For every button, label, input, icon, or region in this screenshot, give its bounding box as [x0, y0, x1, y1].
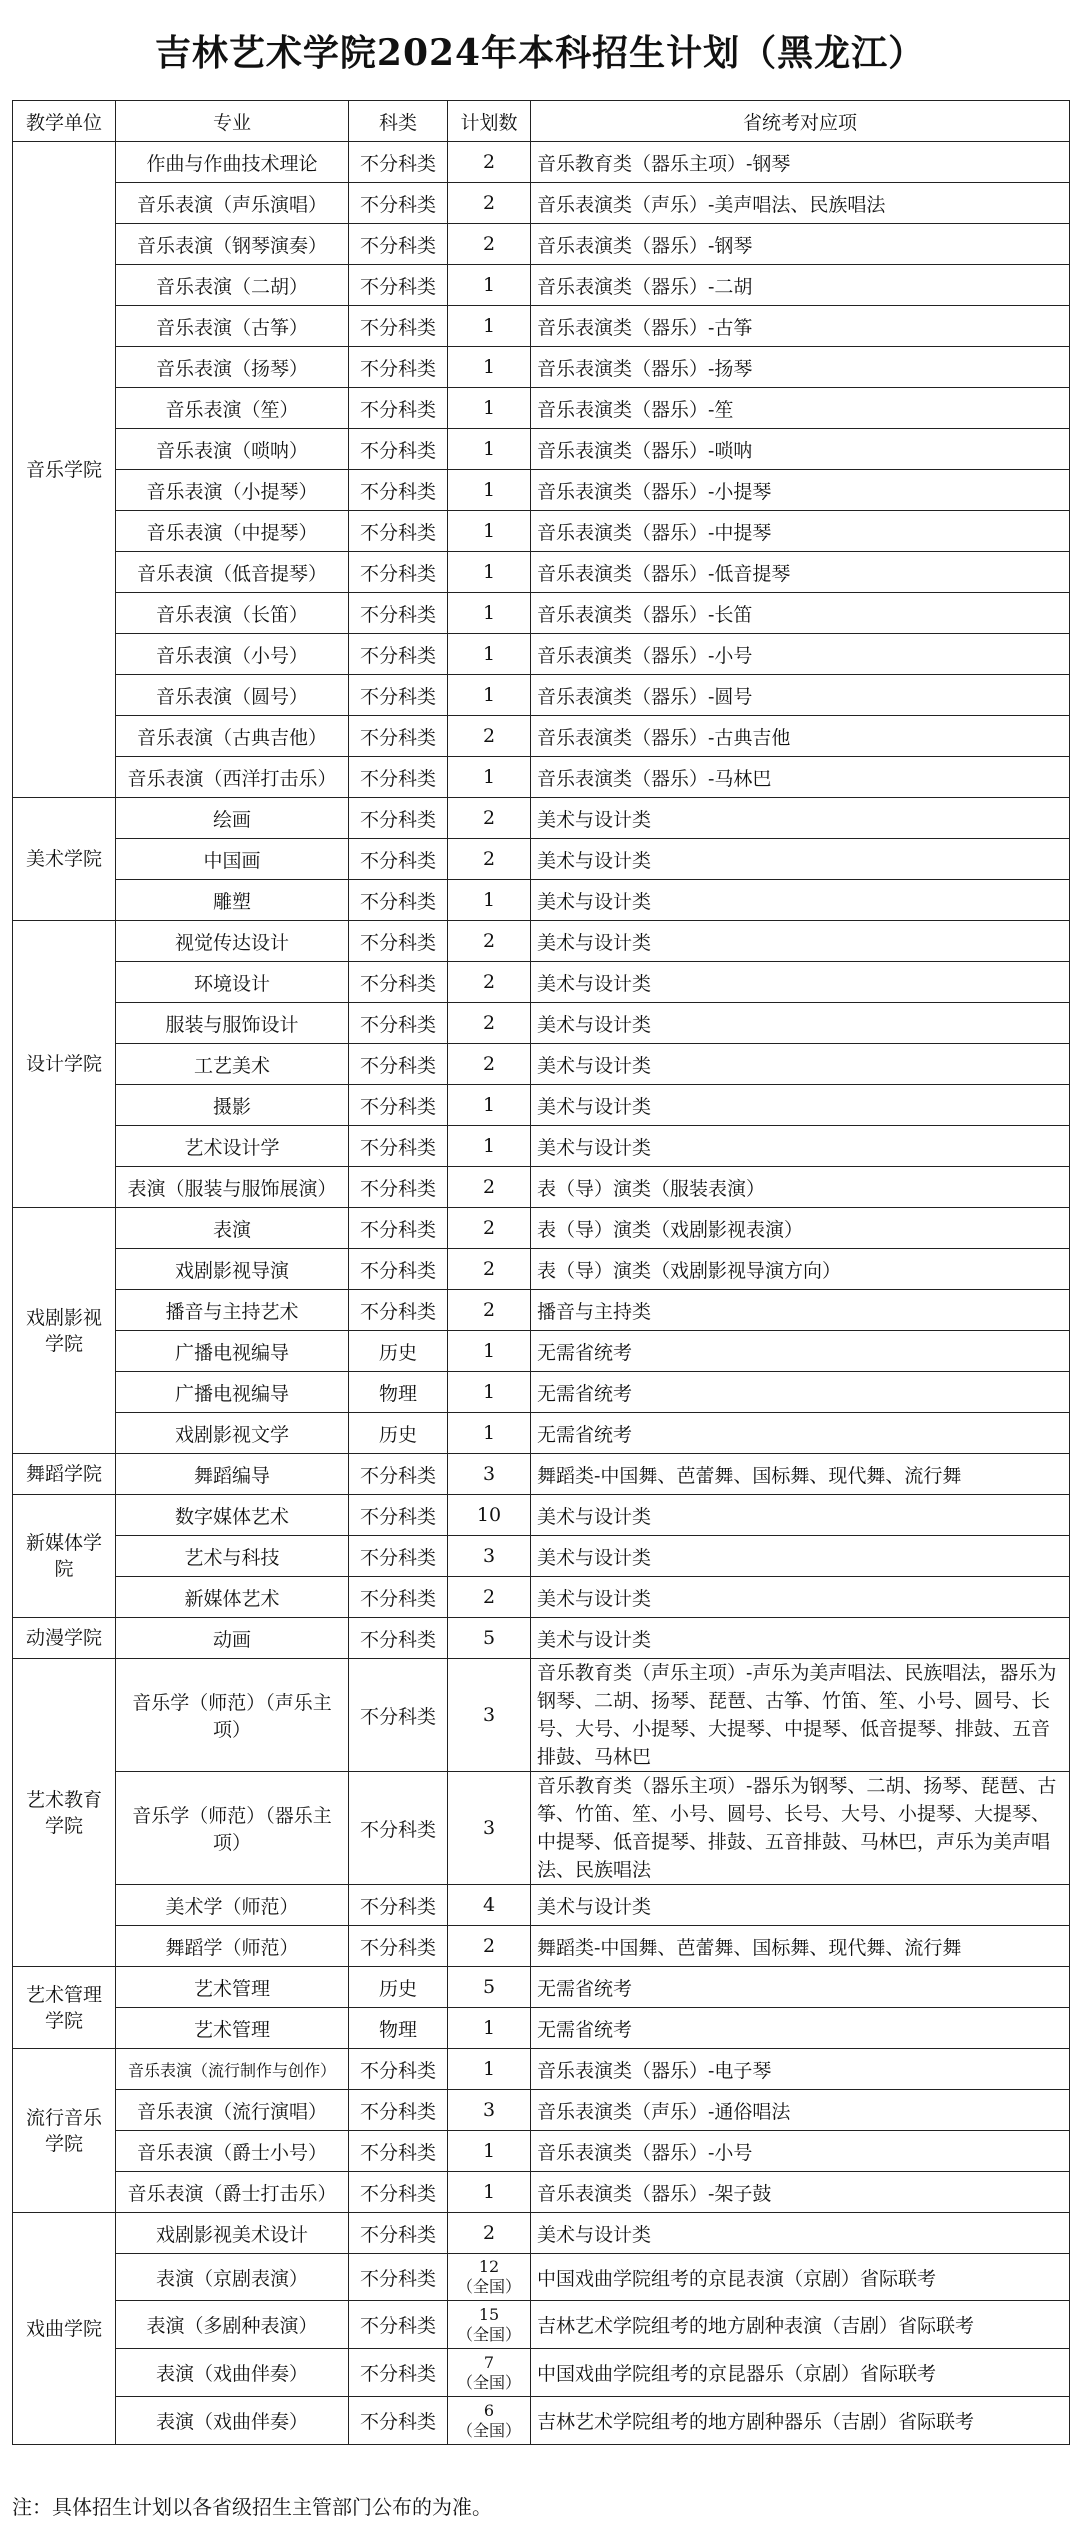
- major-cell: 广播电视编导: [116, 1372, 349, 1413]
- subject-cell: 不分科类: [349, 1885, 448, 1926]
- subject-cell: 物理: [349, 1372, 448, 1413]
- plan-cell: 1: [448, 429, 531, 470]
- header-plan: 计划数: [448, 101, 531, 142]
- subject-cell: 不分科类: [349, 224, 448, 265]
- exam-cell: 音乐表演类（器乐）-架子鼓: [531, 2172, 1070, 2213]
- major-cell: 音乐表演（钢琴演奏）: [116, 224, 349, 265]
- subject-cell: 不分科类: [349, 757, 448, 798]
- plan-cell: 1: [448, 265, 531, 306]
- table-row: [13, 1208, 1070, 1249]
- exam-cell: 音乐表演类（器乐）-扬琴: [531, 347, 1070, 388]
- table-row: [13, 798, 1070, 839]
- major-cell: 音乐表演（圆号）: [116, 675, 349, 716]
- subject-cell: 不分科类: [349, 1126, 448, 1167]
- exam-cell: 音乐表演类（声乐）-通俗唱法: [531, 2090, 1070, 2131]
- exam-cell: 音乐表演类（器乐）-圆号: [531, 675, 1070, 716]
- subject-cell: 不分科类: [349, 1926, 448, 1967]
- footnote: 注：具体招生计划以各省级招生主管部门公布的为准。: [12, 2495, 492, 2519]
- table-row: [13, 1885, 1070, 1926]
- plan-cell: 5: [448, 1618, 531, 1659]
- plan-cell: 2: [448, 183, 531, 224]
- exam-cell: 音乐表演类（声乐）-美声唱法、民族唱法: [531, 183, 1070, 224]
- major-cell: 作曲与作曲技术理论: [116, 142, 349, 183]
- plan-cell: 2: [448, 1044, 531, 1085]
- table-row: [13, 1618, 1070, 1659]
- table-row: [13, 347, 1070, 388]
- subject-cell: 不分科类: [349, 839, 448, 880]
- plan-scope-note: （全国）: [456, 2372, 521, 2392]
- plan-cell: 3: [448, 1659, 531, 1772]
- subject-cell: 不分科类: [349, 2131, 448, 2172]
- unit-cell: 动漫学院: [13, 1618, 116, 1659]
- plan-cell: 1: [448, 2172, 531, 2213]
- plan-cell: 1: [448, 1372, 531, 1413]
- exam-cell: 表（导）演类（戏剧影视表演）: [531, 1208, 1070, 1249]
- major-cell: 新媒体艺术: [116, 1577, 349, 1618]
- plan-cell: 2: [448, 2213, 531, 2254]
- major-cell: 表演（戏曲伴奏）: [116, 2397, 349, 2445]
- plan-cell: 1: [448, 511, 531, 552]
- major-cell: 音乐学（师范）（声乐主项）: [116, 1659, 349, 1772]
- table-row: [13, 1495, 1070, 1536]
- subject-cell: 不分科类: [349, 2213, 448, 2254]
- subject-cell: 不分科类: [349, 2349, 448, 2397]
- subject-cell: 不分科类: [349, 2090, 448, 2131]
- exam-cell: 吉林艺术学院组考的地方剧种器乐（吉剧）省际联考: [531, 2397, 1070, 2445]
- exam-cell: 中国戏曲学院组考的京昆器乐（京剧）省际联考: [531, 2349, 1070, 2397]
- subject-cell: 历史: [349, 1331, 448, 1372]
- table-row: [13, 429, 1070, 470]
- table-row: [13, 224, 1070, 265]
- major-cell: 绘画: [116, 798, 349, 839]
- major-cell: 数字媒体艺术: [116, 1495, 349, 1536]
- major-cell: 播音与主持艺术: [116, 1290, 349, 1331]
- subject-cell: 不分科类: [349, 2172, 448, 2213]
- subject-cell: 不分科类: [349, 593, 448, 634]
- subject-cell: 不分科类: [349, 1772, 448, 1885]
- plan-cell: 1: [448, 552, 531, 593]
- major-cell: 表演（多剧种表演）: [116, 2301, 349, 2349]
- subject-cell: 不分科类: [349, 388, 448, 429]
- subject-cell: 不分科类: [349, 1003, 448, 1044]
- subject-cell: 不分科类: [349, 306, 448, 347]
- header-exam: 省统考对应项: [531, 101, 1070, 142]
- major-cell: 音乐表演（低音提琴）: [116, 552, 349, 593]
- plan-cell: 1: [448, 1331, 531, 1372]
- major-cell: 雕塑: [116, 880, 349, 921]
- exam-cell: 无需省统考: [531, 1372, 1070, 1413]
- plan-cell: 2: [448, 962, 531, 1003]
- unit-cell: 戏剧影视学院: [13, 1208, 116, 1454]
- major-cell: 视觉传达设计: [116, 921, 349, 962]
- table-row: [13, 757, 1070, 798]
- major-cell: 动画: [116, 1618, 349, 1659]
- unit-cell: 美术学院: [13, 798, 116, 921]
- plan-cell: [448, 2301, 531, 2349]
- exam-cell: 吉林艺术学院组考的地方剧种表演（吉剧）省际联考: [531, 2301, 1070, 2349]
- table-row: [13, 1249, 1070, 1290]
- major-cell: 音乐表演（扬琴）: [116, 347, 349, 388]
- major-cell: 音乐表演（唢呐）: [116, 429, 349, 470]
- table-row: [13, 1167, 1070, 1208]
- plan-scope-note: （全国）: [456, 2277, 521, 2296]
- plan-cell: 1: [448, 880, 531, 921]
- subject-cell: 不分科类: [349, 511, 448, 552]
- table-row: [13, 552, 1070, 593]
- subject-cell: 不分科类: [349, 1618, 448, 1659]
- plan-cell: 2: [448, 1249, 531, 1290]
- major-cell: 音乐表演（爵士打击乐）: [116, 2172, 349, 2213]
- major-cell: 音乐表演（流行演唱）: [116, 2090, 349, 2131]
- table-row: [13, 265, 1070, 306]
- unit-cell: 艺术管理学院: [13, 1967, 116, 2049]
- subject-cell: 不分科类: [349, 1249, 448, 1290]
- plan-cell: 1: [448, 634, 531, 675]
- major-cell: 音乐表演（爵士小号）: [116, 2131, 349, 2172]
- exam-cell: 美术与设计类: [531, 1536, 1070, 1577]
- plan-cell: 1: [448, 2131, 531, 2172]
- major-cell: 音乐表演（流行制作与创作）: [116, 2049, 349, 2090]
- subject-cell: 不分科类: [349, 1167, 448, 1208]
- exam-cell: 美术与设计类: [531, 1618, 1070, 1659]
- subject-cell: 不分科类: [349, 634, 448, 675]
- plan-cell: 1: [448, 1085, 531, 1126]
- exam-cell: 美术与设计类: [531, 798, 1070, 839]
- subject-cell: 不分科类: [349, 1290, 448, 1331]
- table-row: [13, 1372, 1070, 1413]
- exam-cell: 音乐表演类（器乐）-钢琴: [531, 224, 1070, 265]
- subject-cell: 不分科类: [349, 1577, 448, 1618]
- major-cell: 艺术设计学: [116, 1126, 349, 1167]
- exam-cell: 美术与设计类: [531, 1577, 1070, 1618]
- major-cell: 音乐表演（二胡）: [116, 265, 349, 306]
- table-row: [13, 2254, 1070, 2301]
- major-cell: 艺术管理: [116, 2008, 349, 2049]
- plan-cell: [448, 2349, 531, 2397]
- plan-cell: 2: [448, 224, 531, 265]
- major-cell: 音乐表演（中提琴）: [116, 511, 349, 552]
- exam-cell: 舞蹈类-中国舞、芭蕾舞、国标舞、现代舞、流行舞: [531, 1454, 1070, 1495]
- subject-cell: 不分科类: [349, 880, 448, 921]
- subject-cell: 不分科类: [349, 962, 448, 1003]
- exam-cell: 表（导）演类（戏剧影视导演方向）: [531, 1249, 1070, 1290]
- plan-cell: 1: [448, 347, 531, 388]
- table-row: [13, 2090, 1070, 2131]
- subject-cell: 不分科类: [349, 2049, 448, 2090]
- table-row: [13, 1454, 1070, 1495]
- header-subject: 科类: [349, 101, 448, 142]
- exam-cell: 舞蹈类-中国舞、芭蕾舞、国标舞、现代舞、流行舞: [531, 1926, 1070, 1967]
- plan-count: 12: [478, 2257, 500, 2276]
- exam-cell: 音乐表演类（器乐）-低音提琴: [531, 552, 1070, 593]
- subject-cell: 历史: [349, 1967, 448, 2008]
- exam-cell: 美术与设计类: [531, 962, 1070, 1003]
- table-row: [13, 470, 1070, 511]
- exam-cell: 美术与设计类: [531, 1885, 1070, 1926]
- subject-cell: 不分科类: [349, 1044, 448, 1085]
- exam-cell: 音乐表演类（器乐）-古典吉他: [531, 716, 1070, 757]
- exam-cell: 美术与设计类: [531, 921, 1070, 962]
- table-row: [13, 1085, 1070, 1126]
- exam-cell: 美术与设计类: [531, 880, 1070, 921]
- table-row: [13, 2349, 1070, 2397]
- major-cell: 美术学（师范）: [116, 1885, 349, 1926]
- exam-cell: 美术与设计类: [531, 1003, 1070, 1044]
- unit-cell: 戏曲学院: [13, 2213, 116, 2445]
- exam-cell: 音乐表演类（器乐）-马林巴: [531, 757, 1070, 798]
- exam-cell: 音乐教育类（声乐主项）-声乐为美声唱法、民族唱法，器乐为钢琴、二胡、扬琴、琵琶、古筝、竹笛、笙、小号、圆号、长号、大号、小提琴、大提琴、中提琴、低音提琴、排鼓、五音排鼓、马林巴: [531, 1659, 1070, 1772]
- major-cell: 表演（京剧表演）: [116, 2254, 349, 2301]
- table-row: [13, 716, 1070, 757]
- table-row: [13, 2131, 1070, 2172]
- major-cell: 舞蹈编导: [116, 1454, 349, 1495]
- plan-cell: 2: [448, 1003, 531, 1044]
- exam-cell: 音乐表演类（器乐）-二胡: [531, 265, 1070, 306]
- exam-cell: 音乐教育类（器乐主项）-钢琴: [531, 142, 1070, 183]
- subject-cell: 不分科类: [349, 716, 448, 757]
- plan-cell: 1: [448, 2049, 531, 2090]
- exam-cell: 表（导）演类（服装表演）: [531, 1167, 1070, 1208]
- header-major: 专业: [116, 101, 349, 142]
- unit-cell: 音乐学院: [13, 142, 116, 798]
- major-cell: 音乐表演（古典吉他）: [116, 716, 349, 757]
- plan-cell: 1: [448, 757, 531, 798]
- plan-cell: [448, 2254, 531, 2301]
- subject-cell: 不分科类: [349, 183, 448, 224]
- major-cell: 服装与服饰设计: [116, 1003, 349, 1044]
- major-cell: 工艺美术: [116, 1044, 349, 1085]
- table-row: [13, 962, 1070, 1003]
- table-row: [13, 1659, 1070, 1772]
- table-row: [13, 1331, 1070, 1372]
- exam-cell: 音乐表演类（器乐）-小提琴: [531, 470, 1070, 511]
- table-row: [13, 593, 1070, 634]
- plan-cell: 3: [448, 1454, 531, 1495]
- plan-cell: 2: [448, 798, 531, 839]
- plan-cell: 2: [448, 1167, 531, 1208]
- table-row: [13, 2301, 1070, 2349]
- plan-cell: 1: [448, 470, 531, 511]
- table-row: [13, 1967, 1070, 2008]
- major-cell: 舞蹈学（师范）: [116, 1926, 349, 1967]
- plan-scope-note: （全国）: [456, 2324, 521, 2344]
- major-cell: 摄影: [116, 1085, 349, 1126]
- exam-cell: 美术与设计类: [531, 1044, 1070, 1085]
- major-cell: 表演: [116, 1208, 349, 1249]
- unit-cell: 艺术教育学院: [13, 1659, 116, 1967]
- major-cell: 音乐表演（笙）: [116, 388, 349, 429]
- exam-cell: 美术与设计类: [531, 1085, 1070, 1126]
- exam-cell: 美术与设计类: [531, 839, 1070, 880]
- major-cell: 音乐表演（长笛）: [116, 593, 349, 634]
- table-row: [13, 1926, 1070, 1967]
- exam-cell: 无需省统考: [531, 1331, 1070, 1372]
- major-cell: 广播电视编导: [116, 1331, 349, 1372]
- major-cell: 戏剧影视文学: [116, 1413, 349, 1454]
- table-row: [13, 2213, 1070, 2254]
- table-row: [13, 1003, 1070, 1044]
- plan-cell: 1: [448, 388, 531, 429]
- plan-cell: [448, 2397, 531, 2445]
- subject-cell: 不分科类: [349, 265, 448, 306]
- plan-cell: 10: [448, 1495, 531, 1536]
- plan-cell: 3: [448, 1772, 531, 1885]
- subject-cell: 历史: [349, 1413, 448, 1454]
- major-cell: 音乐表演（小提琴）: [116, 470, 349, 511]
- table-row: [13, 306, 1070, 347]
- major-cell: 戏剧影视美术设计: [116, 2213, 349, 2254]
- table-row: [13, 839, 1070, 880]
- table-row: [13, 1536, 1070, 1577]
- subject-cell: 不分科类: [349, 552, 448, 593]
- exam-cell: 美术与设计类: [531, 1495, 1070, 1536]
- subject-cell: 物理: [349, 2008, 448, 2049]
- table-row: [13, 1577, 1070, 1618]
- enrollment-plan-table: [12, 100, 1070, 2445]
- unit-cell: 流行音乐学院: [13, 2049, 116, 2213]
- subject-cell: 不分科类: [349, 921, 448, 962]
- table-row: [13, 2172, 1070, 2213]
- subject-cell: 不分科类: [349, 798, 448, 839]
- plan-cell: 3: [448, 2090, 531, 2131]
- exam-cell: 音乐表演类（器乐）-小号: [531, 634, 1070, 675]
- major-cell: 音乐表演（古筝）: [116, 306, 349, 347]
- subject-cell: 不分科类: [349, 675, 448, 716]
- major-cell: 艺术管理: [116, 1967, 349, 2008]
- plan-count: 7: [483, 2352, 495, 2372]
- exam-cell: 音乐表演类（器乐）-小号: [531, 2131, 1070, 2172]
- unit-cell: 设计学院: [13, 921, 116, 1208]
- plan-count: 15: [478, 2304, 500, 2324]
- plan-cell: 1: [448, 1126, 531, 1167]
- major-cell: 戏剧影视导演: [116, 1249, 349, 1290]
- table-row: [13, 880, 1070, 921]
- plan-cell: 2: [448, 1208, 531, 1249]
- subject-cell: 不分科类: [349, 1208, 448, 1249]
- major-cell: 艺术与科技: [116, 1536, 349, 1577]
- major-cell: 表演（服装与服饰展演）: [116, 1167, 349, 1208]
- table-row: [13, 1772, 1070, 1885]
- subject-cell: 不分科类: [349, 470, 448, 511]
- exam-cell: 音乐表演类（器乐）-唢呐: [531, 429, 1070, 470]
- plan-cell: 2: [448, 142, 531, 183]
- subject-cell: 不分科类: [349, 1536, 448, 1577]
- exam-cell: 无需省统考: [531, 1413, 1070, 1454]
- plan-cell: 2: [448, 1926, 531, 1967]
- unit-cell: 舞蹈学院: [13, 1454, 116, 1495]
- table-row: [13, 2049, 1070, 2090]
- table-row: [13, 2008, 1070, 2049]
- plan-cell: 1: [448, 593, 531, 634]
- table-row: [13, 142, 1070, 183]
- plan-count: 6: [483, 2400, 495, 2420]
- table-row: [13, 1126, 1070, 1167]
- table-row: [13, 1290, 1070, 1331]
- plan-cell: 5: [448, 1967, 531, 2008]
- table-row: [13, 2397, 1070, 2445]
- plan-cell: 1: [448, 1413, 531, 1454]
- plan-cell: 2: [448, 1290, 531, 1331]
- plan-cell: 1: [448, 2008, 531, 2049]
- major-cell: 表演（戏曲伴奏）: [116, 2349, 349, 2397]
- major-cell: 音乐表演（声乐演唱）: [116, 183, 349, 224]
- major-cell: 音乐表演（西洋打击乐）: [116, 757, 349, 798]
- subject-cell: 不分科类: [349, 2254, 448, 2301]
- major-cell: 中国画: [116, 839, 349, 880]
- header-unit: 教学单位: [13, 101, 116, 142]
- exam-cell: 美术与设计类: [531, 1126, 1070, 1167]
- subject-cell: 不分科类: [349, 1454, 448, 1495]
- exam-cell: 音乐表演类（器乐）-古筝: [531, 306, 1070, 347]
- exam-cell: 音乐表演类（器乐）-中提琴: [531, 511, 1070, 552]
- major-cell: 音乐表演（小号）: [116, 634, 349, 675]
- plan-cell: 3: [448, 1536, 531, 1577]
- table-header-row: [13, 101, 1070, 142]
- subject-cell: 不分科类: [349, 1659, 448, 1772]
- plan-cell: 2: [448, 921, 531, 962]
- plan-cell: 2: [448, 1577, 531, 1618]
- subject-cell: 不分科类: [349, 429, 448, 470]
- table-row: [13, 675, 1070, 716]
- plan-cell: 2: [448, 716, 531, 757]
- exam-cell: 无需省统考: [531, 2008, 1070, 2049]
- table-row: [13, 634, 1070, 675]
- table-row: [13, 511, 1070, 552]
- plan-cell: 2: [448, 839, 531, 880]
- unit-cell: 新媒体学院: [13, 1495, 116, 1618]
- exam-cell: 音乐表演类（器乐）-笙: [531, 388, 1070, 429]
- table-row: [13, 183, 1070, 224]
- table-row: [13, 921, 1070, 962]
- exam-cell: 音乐教育类（器乐主项）-器乐为钢琴、二胡、扬琴、琵琶、古筝、竹笛、笙、小号、圆号、长号、大号、小提琴、大提琴、中提琴、低音提琴、排鼓、五音排鼓、马林巴，声乐为美声唱法、民族唱法: [531, 1772, 1070, 1885]
- exam-cell: 美术与设计类: [531, 2213, 1070, 2254]
- exam-cell: 音乐表演类（器乐）-电子琴: [531, 2049, 1070, 2090]
- subject-cell: 不分科类: [349, 2301, 448, 2349]
- page-title: 吉林艺术学院2024年本科招生计划（黑龙江）: [154, 31, 926, 74]
- exam-cell: 音乐表演类（器乐）-长笛: [531, 593, 1070, 634]
- plan-cell: 4: [448, 1885, 531, 1926]
- exam-cell: 无需省统考: [531, 1967, 1070, 2008]
- table-row: [13, 388, 1070, 429]
- plan-cell: 1: [448, 675, 531, 716]
- subject-cell: 不分科类: [349, 347, 448, 388]
- major-cell: 环境设计: [116, 962, 349, 1003]
- subject-cell: 不分科类: [349, 1495, 448, 1536]
- exam-cell: 播音与主持类: [531, 1290, 1070, 1331]
- subject-cell: 不分科类: [349, 2397, 448, 2445]
- plan-scope-note: （全国）: [456, 2420, 521, 2440]
- table-row: [13, 1413, 1070, 1454]
- plan-cell: 1: [448, 306, 531, 347]
- table-row: [13, 1044, 1070, 1085]
- subject-cell: 不分科类: [349, 142, 448, 183]
- major-cell: 音乐学（师范）（器乐主项）: [116, 1772, 349, 1885]
- subject-cell: 不分科类: [349, 1085, 448, 1126]
- exam-cell: 中国戏曲学院组考的京昆表演（京剧）省际联考: [531, 2254, 1070, 2301]
